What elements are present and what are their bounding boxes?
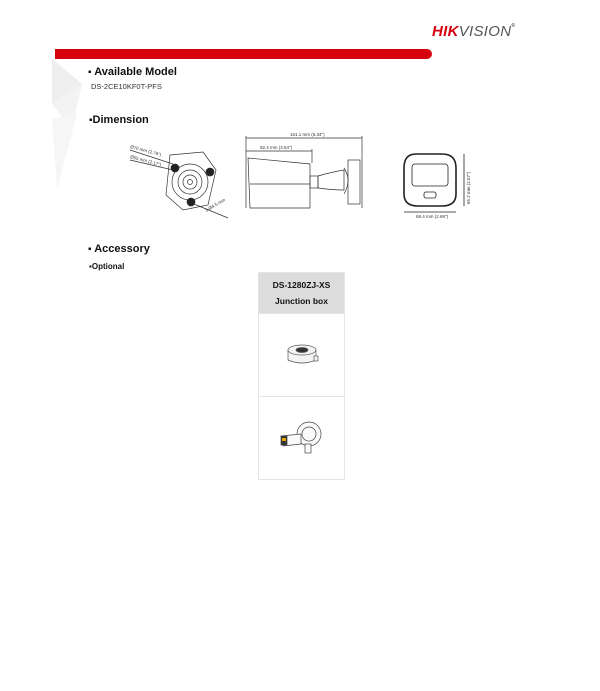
svg-text:Ø70 mm (2.76"): Ø70 mm (2.76") <box>129 144 162 158</box>
mounted-camera-image-cell <box>259 396 344 479</box>
camera-front-view-drawing <box>128 140 238 225</box>
model-number: DS-2CE10KF0T-PFS <box>91 82 162 91</box>
mounted-camera-image <box>277 418 327 458</box>
junction-box-image <box>282 340 322 370</box>
accessory-heading: ▪ Accessory <box>88 243 150 255</box>
accessory-table-header <box>259 273 344 313</box>
svg-text:161.1 mm (6.34"): 161.1 mm (6.34") <box>290 132 325 137</box>
junction-box-image-cell <box>259 313 344 396</box>
svg-text:68.4 mm (2.69"): 68.4 mm (2.69") <box>416 214 449 219</box>
accessory-name: Junction box <box>275 296 328 306</box>
svg-text:65.2 mm (2.57"): 65.2 mm (2.57") <box>466 171 471 204</box>
accessory-model: DS-1280ZJ-XS <box>272 280 331 290</box>
decorative-triangles <box>52 59 92 189</box>
available-model-heading: ▪ Available Model <box>88 66 177 78</box>
svg-text:3-Ø4.5 mm: 3-Ø4.5 mm <box>204 197 226 213</box>
camera-side-view-drawing <box>240 128 370 213</box>
header-red-bar <box>55 49 432 59</box>
optional-heading: ▪Optional <box>89 262 125 271</box>
hikvision-logo: HIKVISION® <box>432 23 516 40</box>
svg-text:92.4 mm (3.64"): 92.4 mm (3.64") <box>260 145 293 150</box>
svg-text:Ø55 mm (2.17"): Ø55 mm (2.17") <box>129 154 162 168</box>
accessory-table <box>258 272 345 480</box>
dimension-heading: ▪Dimension <box>89 114 149 126</box>
camera-rear-view-drawing <box>398 150 488 220</box>
